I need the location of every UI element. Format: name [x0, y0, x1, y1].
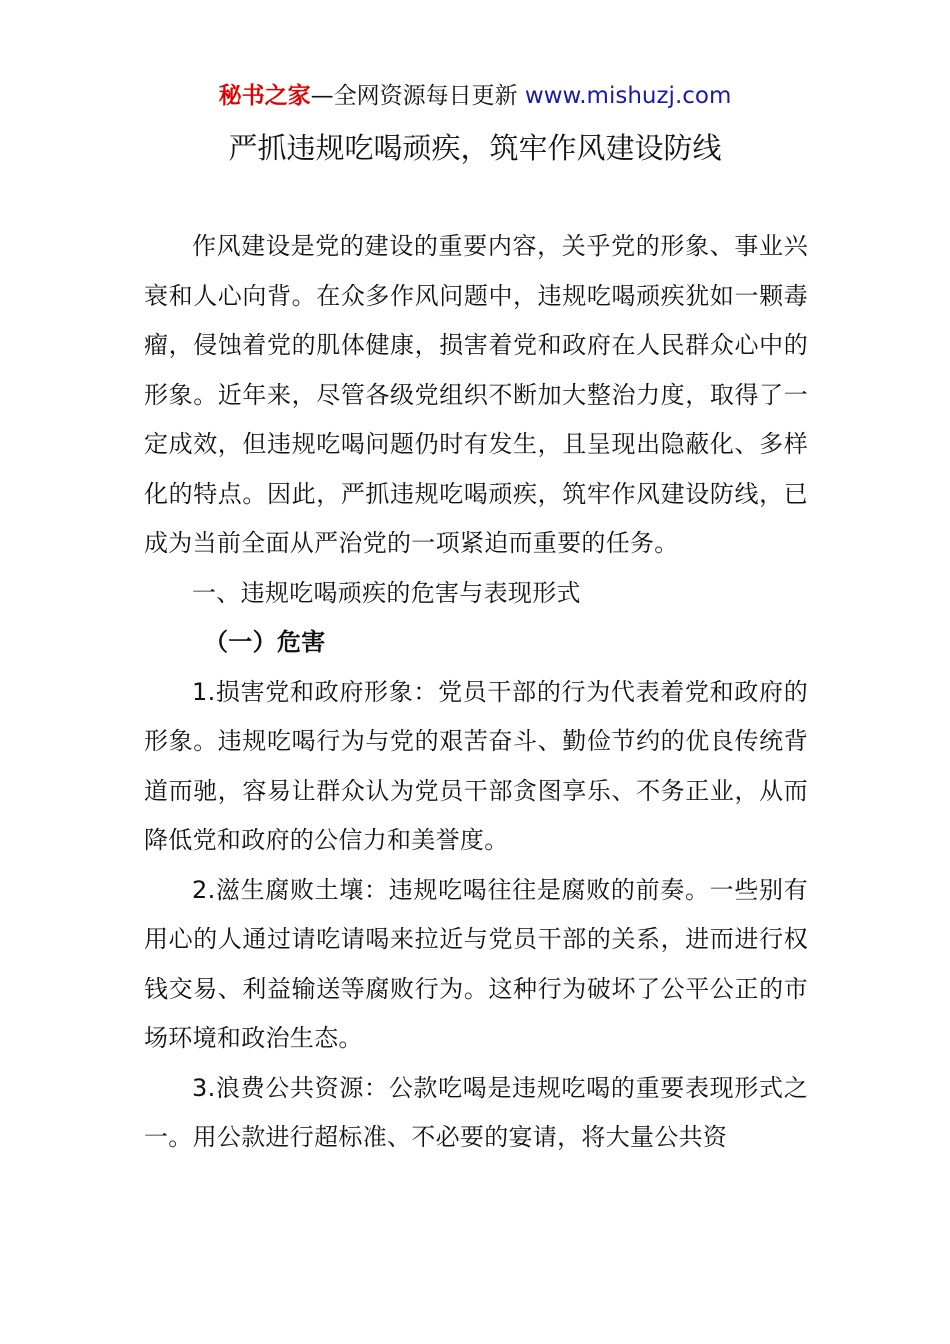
document-title: 严抓违规吃喝顽疾，筑牢作风建设防线 [228, 131, 722, 165]
site-header [0, 80, 950, 112]
section-heading: 一、违规吃喝顽疾的危害与表现形式 [192, 578, 581, 607]
point-paragraph-2: 2.滋生腐败土壤：违规吃喝往往是腐败的前奏。一些别有用心的人通过请吃请喝来拉近与党员干部的关系，进而进行权钱交易、利益输送等腐败行为。这种行为破坏了公平公正的市场环境和政治生态。 [144, 875, 808, 1052]
point-paragraph-1: 1.损害党和政府形象：党员干部的行为代表着党和政府的形象。违规吃喝行为与党的艰苦奋斗、勤俭节约的优良传统背道而驰，容易让群众认为党员干部贪图享乐、不务正业，从而降低党和政府的公信力和美誉度。 [144, 677, 808, 854]
site-brand: 秘书之家 [218, 83, 311, 109]
subsection-heading: （一）危害 [204, 628, 326, 656]
document-body [144, 222, 808, 1163]
point-paragraph-3: 3.浪费公共资源：公款吃喝是违规吃喝的重要表现形式之一。用公款进行超标准、不必要的宴请，将大量公共资 [144, 1073, 808, 1151]
site-url-link[interactable]: www.mishuzj.com [524, 83, 732, 109]
intro-paragraph: 作风建设是党的建设的重要内容，关乎党的形象、事业兴衰和人心向背。在众多作风问题中，违规吃喝顽疾犹如一颗毒瘤，侵蚀着党的肌体健康，损害着党和政府在人民群众心中的形象。近年来，尽管各级党组织不断加大整治力度，取得了一定成效，但违规吃喝问题仍时有发生，且呈现出隐蔽化、多样化的特点。因此，严抓违规吃喝顽疾，筑牢作风建设防线，已成为当前全面从严治党的一项紧迫而重要的任务。 [144, 232, 808, 557]
site-tagline: —全网资源每日更新 [310, 83, 525, 109]
